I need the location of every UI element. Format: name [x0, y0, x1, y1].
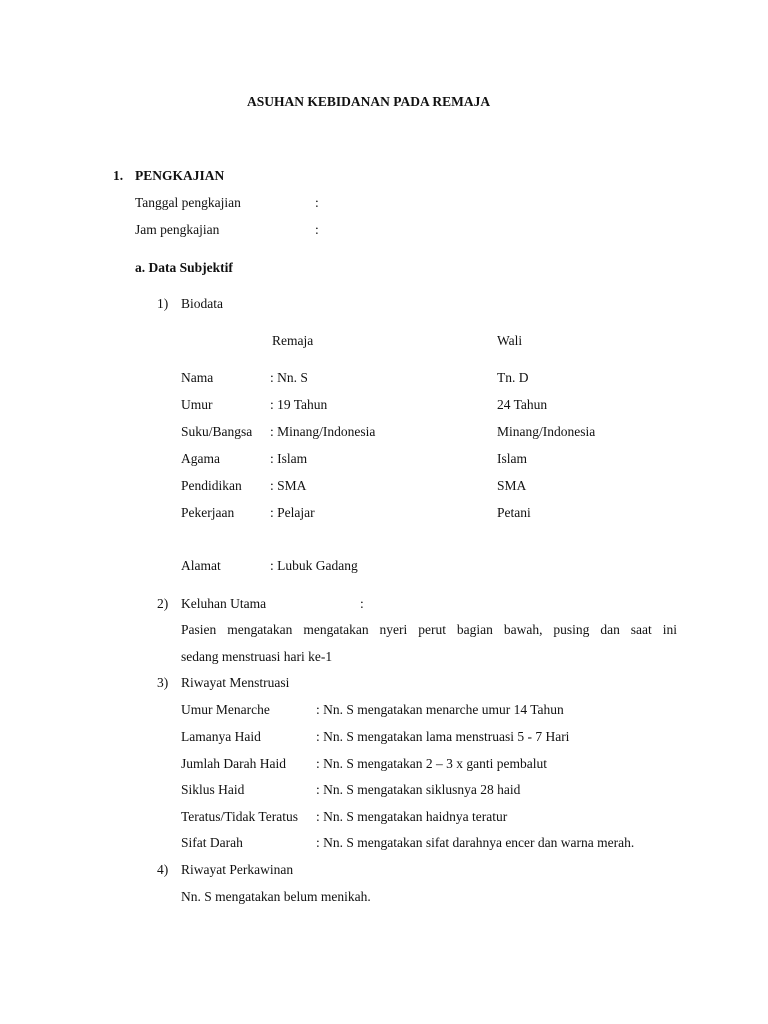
menstruasi-row-label: Jumlah Darah Haid	[181, 756, 286, 771]
menstruasi-row-value: : Nn. S mengatakan sifat darahnya encer dan warna merah.	[316, 835, 635, 850]
biodata-row-wali: SMA	[497, 478, 527, 493]
jam-label: Jam pengkajian	[135, 222, 220, 237]
biodata-row-wali: Petani	[497, 505, 531, 520]
menstruasi-row-label: Siklus Haid	[181, 782, 245, 797]
alamat-value: : Lubuk Gadang	[270, 558, 358, 573]
biodata-number: 1)	[157, 296, 169, 311]
biodata-row-label: Pekerjaan	[181, 505, 235, 520]
biodata-header-remaja: Remaja	[272, 333, 314, 348]
section-title: PENGKAJIAN	[135, 168, 225, 183]
menstruasi-row-label: Sifat Darah	[181, 835, 243, 850]
keluhan-colon: :	[360, 596, 364, 611]
menstruasi-row-value: : Nn. S mengatakan lama menstruasi 5 - 7 Hari	[316, 729, 570, 744]
biodata-row-remaja: : Minang/Indonesia	[270, 424, 376, 439]
keluhan-label: Keluhan Utama	[181, 596, 267, 611]
biodata-label: Biodata	[181, 296, 223, 311]
biodata-row-remaja: : Islam	[270, 451, 308, 466]
menstruasi-row-label: Lamanya Haid	[181, 729, 261, 744]
biodata-row-wali: Islam	[497, 451, 527, 466]
keluhan-number: 2)	[157, 596, 169, 611]
biodata-row-remaja: : 19 Tahun	[270, 397, 328, 412]
menstruasi-row-label: Umur Menarche	[181, 702, 270, 717]
biodata-row-label: Pendidikan	[181, 478, 242, 493]
menstruasi-number: 3)	[157, 675, 169, 690]
menstruasi-row-value: : Nn. S mengatakan haidnya teratur	[316, 809, 508, 824]
biodata-row-label: Nama	[181, 370, 214, 385]
biodata-row-remaja: : SMA	[270, 478, 307, 493]
biodata-row-remaja: : Nn. S	[270, 370, 308, 385]
biodata-row-wali: Minang/Indonesia	[497, 424, 596, 439]
menstruasi-row-value: : Nn. S mengatakan 2 – 3 x ganti pembalut	[316, 756, 547, 771]
menstruasi-row-label: Teratus/Tidak Teratus	[181, 809, 298, 824]
tanggal-colon: :	[315, 195, 319, 210]
jam-colon: :	[315, 222, 319, 237]
subsection-heading: a. Data Subjektif	[135, 260, 233, 275]
biodata-row-remaja: : Pelajar	[270, 505, 315, 520]
alamat-label: Alamat	[181, 558, 221, 573]
tanggal-label: Tanggal pengkajian	[135, 195, 241, 210]
perkawinan-label: Riwayat Perkawinan	[181, 862, 294, 877]
biodata-row-wali: Tn. D	[497, 370, 529, 385]
page-title: ASUHAN KEBIDANAN PADA REMAJA	[247, 94, 491, 109]
keluhan-text-line1: Pasien mengatakan mengatakan nyeri perut bagian bawah, pusing dan saat ini	[181, 622, 677, 637]
biodata-header-wali: Wali	[497, 333, 523, 348]
keluhan-text-line2: sedang menstruasi hari ke-1	[181, 649, 333, 664]
section-number: 1.	[113, 168, 124, 183]
perkawinan-number: 4)	[157, 862, 169, 877]
biodata-row-label: Umur	[181, 397, 213, 412]
perkawinan-text: Nn. S mengatakan belum menikah.	[181, 889, 371, 904]
menstruasi-row-value: : Nn. S mengatakan siklusnya 28 haid	[316, 782, 521, 797]
menstruasi-label: Riwayat Menstruasi	[181, 675, 290, 690]
biodata-row-label: Suku/Bangsa	[181, 424, 253, 439]
biodata-row-label: Agama	[181, 451, 220, 466]
menstruasi-row-value: : Nn. S mengatakan menarche umur 14 Tahun	[316, 702, 564, 717]
biodata-row-wali: 24 Tahun	[497, 397, 548, 412]
